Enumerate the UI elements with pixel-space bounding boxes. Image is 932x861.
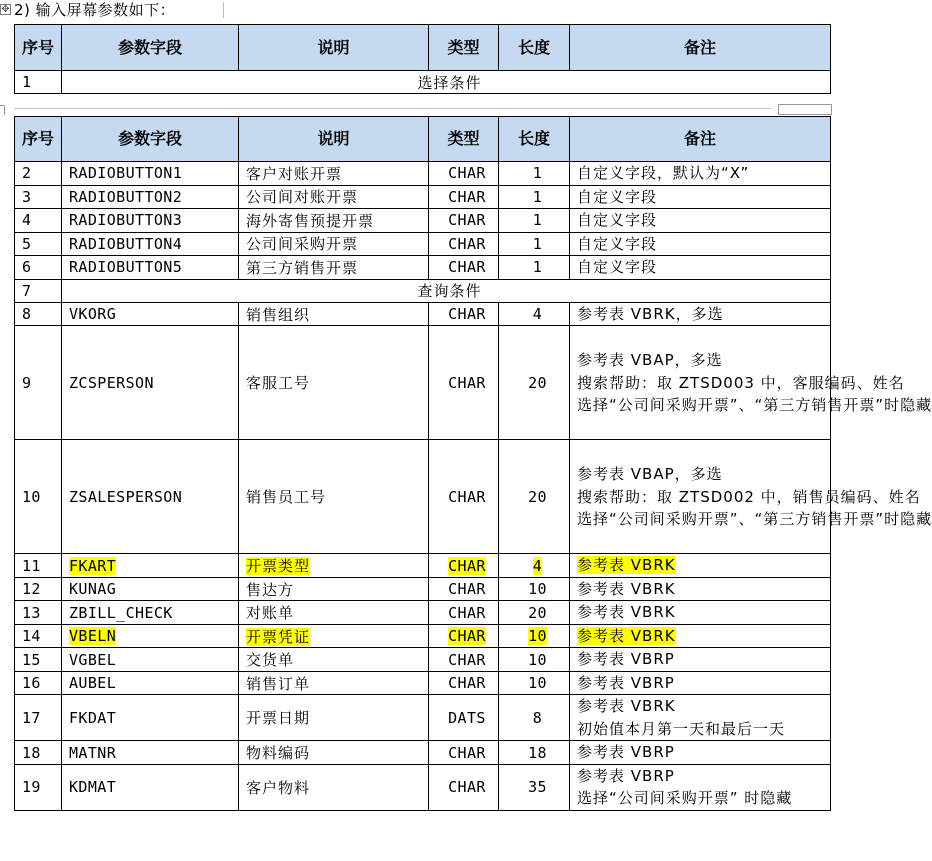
cell-seq: 19 [15,764,62,810]
section-heading: 2) 输入屏幕参数如下： [14,1,176,19]
header-desc: 说明 [239,25,429,71]
cell-length: 1 [499,256,570,280]
cell-note [570,209,831,233]
cell-note [570,554,831,578]
table-row [15,185,831,209]
note-line: 参考表 VBRK [577,556,676,575]
cell-seq: 12 [15,577,62,601]
table-row [15,601,831,625]
highlighted-text: 10 [528,627,547,646]
cell-desc: 公司间采购开票 [239,232,429,256]
cell-seq: 9 [15,326,62,440]
cell-type: CHAR [429,256,499,280]
table-row [15,232,831,256]
cell-type [429,624,499,648]
highlighted-text: 4 [532,556,543,575]
cell-field: AUBEL [62,671,239,695]
highlighted-text: 开票类型 [246,557,311,576]
cell-field: VGBEL [62,648,239,672]
cell-note [570,671,831,695]
cell-length: 35 [499,764,570,810]
note-line: 选择“公司间采购开票”、“第三方销售开票”时隐藏 [577,396,932,415]
cell-section-label: 查询条件 [62,279,831,302]
note-line: 参考表 VBRK [577,603,676,622]
note-line: 参考表 VBRK，多选 [577,304,724,323]
table-row [15,764,831,810]
table-row [15,671,831,695]
highlighted-text: VBELN [69,627,117,646]
highlighted-text: FKART [69,556,117,575]
note-line: 参考表 VBAP，多选 [577,465,723,484]
note-line: 参考表 VBRK [577,697,676,716]
cell-desc: 第三方销售开票 [239,256,429,280]
table-row [15,554,831,578]
cell-length: 8 [499,695,570,741]
cell-length: 10 [499,577,570,601]
cell-desc: 开票日期 [239,695,429,741]
cell-length [499,624,570,648]
cell-length: 10 [499,648,570,672]
cell-length: 18 [499,741,570,765]
table-row [15,577,831,601]
cell-desc [239,624,429,648]
highlighted-text: CHAR [448,556,486,575]
cell-desc: 客户对账开票 [239,162,429,186]
header-type: 类型 [429,117,499,162]
note-line: 搜索帮助：取 ZTSD003 中，客服编码、姓名 [577,373,905,392]
parameter-table [14,116,932,811]
cell-field: FKDAT [62,695,239,741]
cell-field: RADIOBUTTON4 [62,232,239,256]
header-note: 备注 [570,117,831,162]
cell-desc: 公司间对账开票 [239,185,429,209]
note-line: 参考表 VBRP [577,673,675,692]
cell-seq: 11 [15,554,62,578]
cell-seq: 1 [15,71,62,94]
cell-type: CHAR [429,302,499,326]
note-line: 自定义字段 [577,234,658,253]
cell-desc: 海外寄售预提开票 [239,209,429,233]
cell-length: 20 [499,326,570,440]
cell-seq: 18 [15,741,62,765]
cell-desc [239,554,429,578]
cell-seq: 5 [15,232,62,256]
cell-length: 1 [499,162,570,186]
table-row [15,302,831,326]
cell-note [570,741,831,765]
cell-type: CHAR [429,648,499,672]
note-line: 选择“公司间采购开票” 时隐藏 [577,789,793,808]
cell-note [570,648,831,672]
highlighted-text: 开票凭证 [246,627,311,646]
cell-note [570,185,831,209]
header-seq: 序号 [15,25,62,71]
cell-desc: 销售组织 [239,302,429,326]
cell-seq: 7 [15,279,62,302]
header-field: 参数字段 [62,117,239,162]
cell-type: CHAR [429,162,499,186]
table-row [15,741,831,765]
cell-section-label: 选择条件 [62,71,831,94]
cell-length: 1 [499,232,570,256]
cell-seq: 6 [15,256,62,280]
cell-desc: 客服工号 [239,326,429,440]
cell-note [570,577,831,601]
cell-length [499,554,570,578]
cell-length: 20 [499,440,570,554]
note-line: 参考表 VBRK [577,579,676,598]
header-desc: 说明 [239,117,429,162]
cell-seq: 17 [15,695,62,741]
cell-type: CHAR [429,185,499,209]
cell-desc: 售达方 [239,577,429,601]
cell-type: CHAR [429,601,499,625]
cell-seq: 10 [15,440,62,554]
header-note: 备注 [570,25,831,71]
cell-type: CHAR [429,764,499,810]
cell-note [570,162,831,186]
table-header-row [15,25,831,71]
note-line: 自定义字段，默认为“X” [577,164,750,182]
header-length: 长度 [499,25,570,71]
cell-seq: 14 [15,624,62,648]
cell-field: ZSALESPERSON [62,440,239,554]
cell-type: CHAR [429,440,499,554]
cell-type: CHAR [429,232,499,256]
table-row [15,695,831,741]
cell-type: CHAR [429,741,499,765]
cell-note [570,326,932,440]
cell-type: CHAR [429,209,499,233]
cell-note [570,764,831,810]
cell-seq: 4 [15,209,62,233]
cell-seq: 15 [15,648,62,672]
header-type: 类型 [429,25,499,71]
table-row [15,209,831,233]
cell-note [570,695,831,741]
header-field: 参数字段 [62,25,239,71]
cell-length: 20 [499,601,570,625]
cell-type: CHAR [429,577,499,601]
note-line: 参考表 VBRP [577,743,675,762]
cell-desc: 交货单 [239,648,429,672]
table-header-row [15,117,831,162]
cell-note [570,440,932,554]
cell-field: ZBILL_CHECK [62,601,239,625]
cell-type: CHAR [429,326,499,440]
table-row [15,440,831,554]
table-row [15,71,831,94]
cell-field: KUNAG [62,577,239,601]
cell-seq: 8 [15,302,62,326]
cell-length: 10 [499,671,570,695]
cell-field: RADIOBUTTON3 [62,209,239,233]
cell-note [570,624,831,648]
note-line: 参考表 VBAP，多选 [577,351,723,370]
header-seq: 序号 [15,117,62,162]
table-row [15,256,831,280]
header-length: 长度 [499,117,570,162]
table-row [15,326,831,440]
cell-desc: 销售订单 [239,671,429,695]
cell-field: VKORG [62,302,239,326]
note-line: 初始值本月第一天和最后一天 [577,719,786,738]
cell-desc: 销售员工号 [239,440,429,554]
table-row [15,648,831,672]
cell-type [429,554,499,578]
cell-field: MATNR [62,741,239,765]
cell-note [570,256,831,280]
highlighted-text: CHAR [448,627,486,646]
cell-type: CHAR [429,671,499,695]
page-break-marker [0,101,838,115]
note-line: 参考表 VBRP [577,766,675,785]
table-row [15,279,831,302]
text-cursor [223,2,224,18]
cell-desc: 客户物料 [239,764,429,810]
selection-criteria-table [14,24,831,94]
note-line: 选择“公司间采购开票”、“第三方销售开票”时隐藏 [577,510,932,529]
cell-field: RADIOBUTTON1 [62,162,239,186]
cell-seq: 2 [15,162,62,186]
cell-field: ZCSPERSON [62,326,239,440]
cell-note [570,601,831,625]
cell-field: RADIOBUTTON5 [62,256,239,280]
cell-length: 1 [499,209,570,233]
cell-seq: 3 [15,185,62,209]
table-row [15,162,831,186]
cell-field: KDMAT [62,764,239,810]
cell-note [570,232,831,256]
note-line: 自定义字段 [577,258,658,276]
cell-field [62,624,239,648]
cell-desc: 物料编码 [239,741,429,765]
note-line: 自定义字段 [577,211,658,229]
table-move-handle-icon[interactable]: ✥ [1,4,10,15]
cell-note [570,302,831,326]
cell-length: 1 [499,185,570,209]
note-line: 自定义字段 [577,187,658,206]
cell-field: RADIOBUTTON2 [62,185,239,209]
cell-seq: 16 [15,671,62,695]
cell-seq: 13 [15,601,62,625]
cell-length: 4 [499,302,570,326]
cell-type: DATS [429,695,499,741]
note-line: 参考表 VBRK [577,626,676,645]
cell-desc: 对账单 [239,601,429,625]
cell-field [62,554,239,578]
table-row [15,624,831,648]
note-line: 搜索帮助：取 ZTSD002 中，销售员编码、姓名 [577,487,921,506]
note-line: 参考表 VBRP [577,650,675,669]
